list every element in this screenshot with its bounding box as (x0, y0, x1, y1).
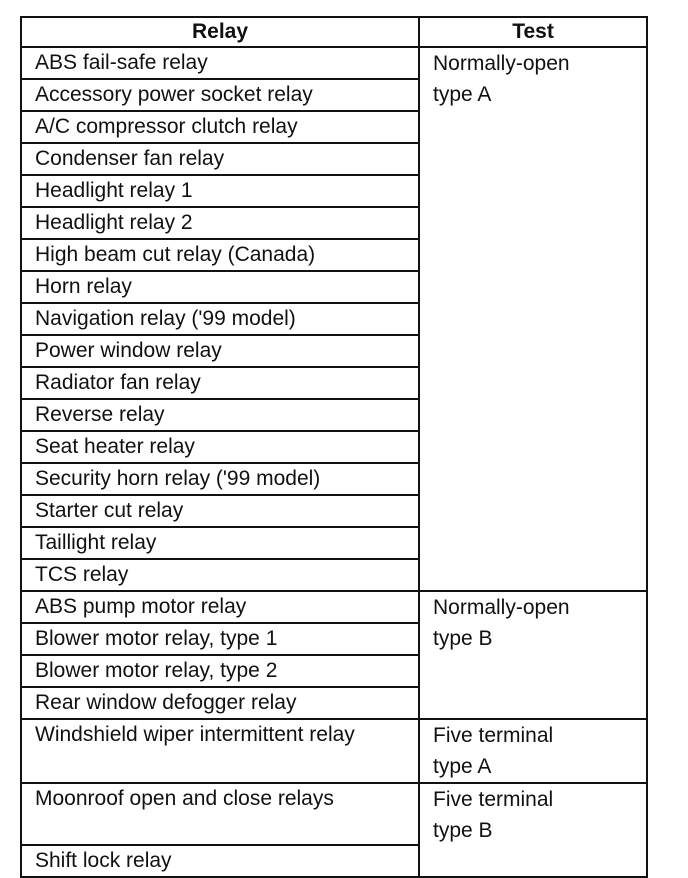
relay-cell: Starter cut relay (21, 495, 419, 527)
relay-cell: High beam cut relay (Canada) (21, 239, 419, 271)
relay-cell: Blower motor relay, type 2 (21, 655, 419, 687)
test-cell (419, 783, 647, 877)
relay-cell: Blower motor relay, type 1 (21, 623, 419, 655)
test-cell (419, 47, 647, 591)
relay-test-table (20, 16, 648, 878)
relay-cell: Headlight relay 2 (21, 207, 419, 239)
test-line: type B (433, 819, 493, 842)
header-test: Test (419, 17, 647, 47)
relay-cell: Shift lock relay (21, 845, 419, 877)
header-relay: Relay (21, 17, 419, 47)
relay-cell: A/C compressor clutch relay (21, 111, 419, 143)
relay-cell: Horn relay (21, 271, 419, 303)
table-row (21, 783, 647, 845)
test-line: Five terminal (433, 788, 554, 811)
relay-cell: Power window relay (21, 335, 419, 367)
relay-cell: Accessory power socket relay (21, 79, 419, 111)
relay-cell: Taillight relay (21, 527, 419, 559)
table-row (21, 591, 647, 623)
relay-cell: Windshield wiper intermittent relay (21, 719, 419, 783)
relay-cell: Condenser fan relay (21, 143, 419, 175)
relay-cell: Reverse relay (21, 399, 419, 431)
relay-cell: Radiator fan relay (21, 367, 419, 399)
relay-cell: Navigation relay ('99 model) (21, 303, 419, 335)
relay-cell: Moonroof open and close relays (21, 783, 419, 845)
relay-cell: ABS pump motor relay (21, 591, 419, 623)
relay-cell: ABS fail-safe relay (21, 47, 419, 79)
test-line: type B (433, 627, 493, 650)
relay-cell: TCS relay (21, 559, 419, 591)
test-line: type A (433, 755, 492, 778)
table-row (21, 47, 647, 79)
header-row (21, 17, 647, 47)
relay-cell: Security horn relay ('99 model) (21, 463, 419, 495)
table-row (21, 719, 647, 783)
test-cell (419, 591, 647, 719)
test-line: type A (433, 83, 492, 106)
test-line: Five terminal (433, 724, 554, 747)
test-line: Normally-open (433, 596, 570, 619)
relay-cell: Headlight relay 1 (21, 175, 419, 207)
relay-cell: Seat heater relay (21, 431, 419, 463)
test-line: Normally-open (433, 52, 570, 75)
test-cell (419, 719, 647, 783)
relay-cell: Rear window defogger relay (21, 687, 419, 719)
